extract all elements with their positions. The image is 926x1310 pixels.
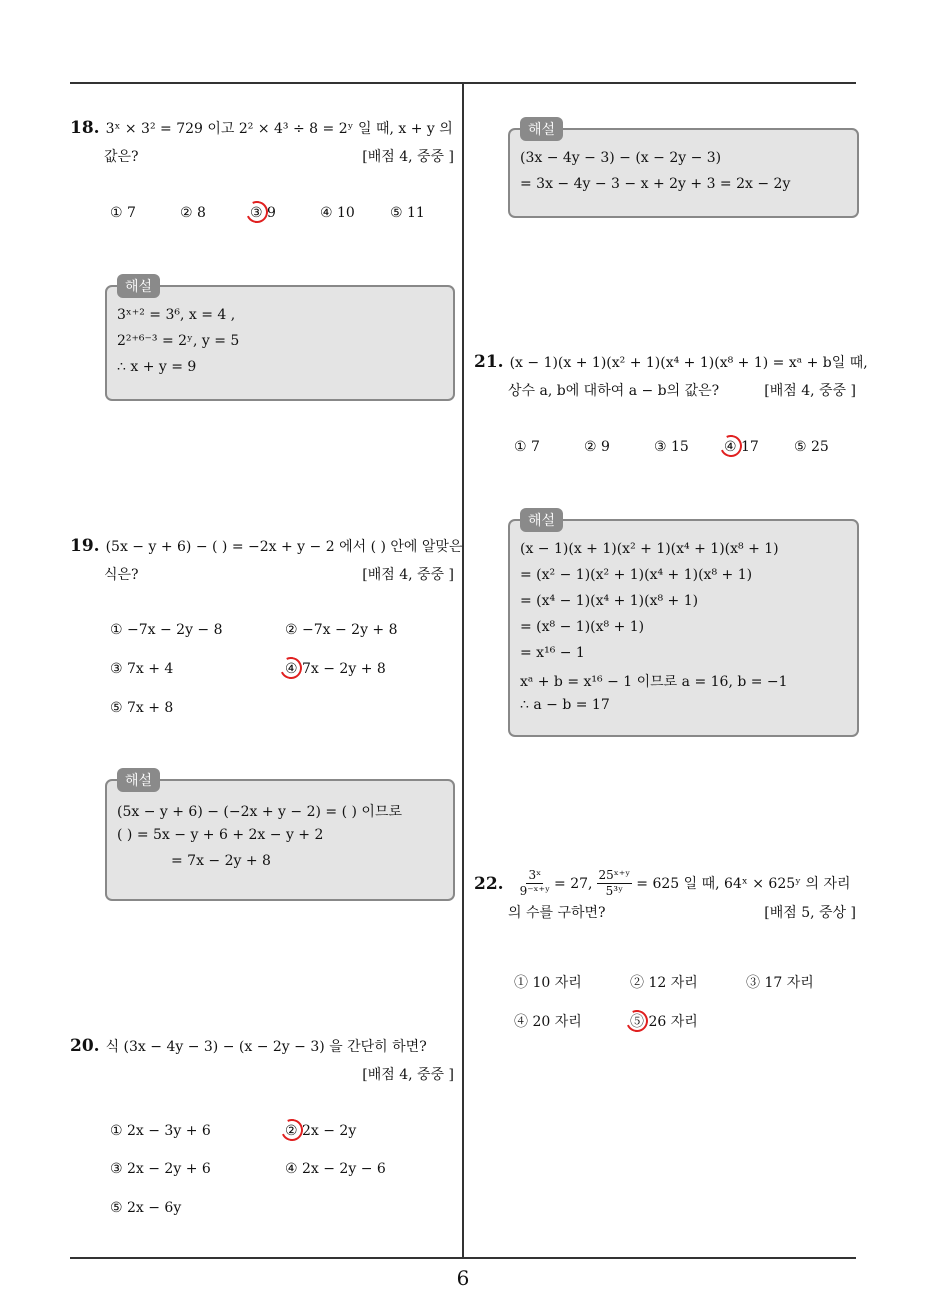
solution-line: = (x⁴ − 1)(x⁴ + 1)(x⁸ + 1) xyxy=(520,593,699,609)
fraction-denominator: 5³ʸ xyxy=(605,884,624,898)
question-number: 20. xyxy=(70,1036,100,1056)
question-20 xyxy=(70,1032,454,1089)
solution-line: ∴ a − b = 17 xyxy=(520,697,610,713)
fraction-denominator: 9⁻ˣ⁺ʸ xyxy=(519,884,551,898)
score-label: [배점 4, 중중 ] xyxy=(362,567,454,583)
question-text: (x − 1)(x + 1)(x² + 1)(x⁴ + 1)(x⁸ + 1) = xᵃ + b일 때, xyxy=(509,355,868,371)
score-label: [배점 4, 중중 ] xyxy=(362,149,454,165)
question-text-cont: 값은? xyxy=(104,149,139,165)
option-1[interactable]: ① −7x − 2y − 8 xyxy=(110,622,223,638)
question-text: = 625 일 때, 64ˣ × 625ʸ 의 자리 xyxy=(636,875,851,892)
solution-line: (5x − y + 6) − (−2x + y − 2) = ( ) 이므로 xyxy=(117,804,402,820)
option-1[interactable]: ① 2x − 3y + 6 xyxy=(110,1123,211,1139)
option-3[interactable]: ③ 7x + 4 xyxy=(110,661,174,677)
question-19 xyxy=(70,532,463,589)
fraction-numerator: 25ˣ⁺ʸ xyxy=(598,868,631,882)
question-text: 3ˣ × 3² = 729 이고 2² × 4³ ÷ 8 = 2ʸ 일 때, x + y 의 xyxy=(105,121,453,137)
option-1[interactable]: ① 7 xyxy=(514,439,540,455)
question-number: 19. xyxy=(70,536,100,556)
solution-line: = x¹⁶ − 1 xyxy=(520,645,585,661)
solution-line: 2²⁺⁶⁻³ = 2ʸ, y = 5 xyxy=(117,333,240,349)
question-text-cont: 상수 a, b에 대하여 a − b의 값은? xyxy=(508,383,720,399)
option-2[interactable]: ② 8 xyxy=(180,205,206,221)
solution-line: = (x² − 1)(x² + 1)(x⁴ + 1)(x⁸ + 1) xyxy=(520,567,753,583)
solution-box-18 xyxy=(105,279,455,401)
solution-line: = 3x − 4y − 3 − x + 2y + 3 = 2x − 2y xyxy=(520,176,791,192)
option-3[interactable]: ③ 15 xyxy=(654,439,689,455)
question-text: = 27, xyxy=(554,875,593,892)
question-number: 21. xyxy=(474,352,504,372)
option-5[interactable]: ⑤ 26 자리 xyxy=(630,1014,698,1030)
option-5[interactable]: ⑤ 7x + 8 xyxy=(110,700,174,716)
page-number: 6 xyxy=(456,1266,470,1290)
bottom-rule xyxy=(70,1257,856,1259)
option-1[interactable]: ① 10 자리 xyxy=(514,975,582,991)
option-4[interactable]: ④ 20 자리 xyxy=(514,1014,582,1030)
solution-box-19 xyxy=(105,773,455,901)
option-2[interactable]: ② 9 xyxy=(584,439,610,455)
option-1[interactable]: ① 7 xyxy=(110,205,136,221)
solution-line: 3ˣ⁺² = 3⁶, x = 4 , xyxy=(117,307,236,323)
solution-box-21 xyxy=(508,513,859,737)
option-5[interactable]: ⑤ 2x − 6y xyxy=(110,1200,182,1216)
option-5[interactable]: ⑤ 25 xyxy=(794,439,829,455)
option-4[interactable]: ④ 10 xyxy=(320,205,355,221)
solution-line: (3x − 4y − 3) − (x − 2y − 3) xyxy=(520,150,722,166)
question-number: 22. xyxy=(474,873,504,894)
solution-tab: 해설 xyxy=(520,508,563,532)
fraction xyxy=(520,868,550,899)
option-4[interactable]: ④ 7x − 2y + 8 xyxy=(285,661,386,677)
option-3[interactable]: ③ 2x − 2y + 6 xyxy=(110,1161,211,1177)
question-number: 18. xyxy=(70,118,100,138)
solution-line: ∴ x + y = 9 xyxy=(117,359,197,375)
score-label: [배점 4, 중중 ] xyxy=(764,383,856,399)
solution-line: (x − 1)(x + 1)(x² + 1)(x⁴ + 1)(x⁸ + 1) xyxy=(520,541,779,557)
column-divider xyxy=(462,84,464,1258)
fraction-numerator: 3ˣ xyxy=(528,868,542,882)
option-4[interactable]: ④ 2x − 2y − 6 xyxy=(285,1161,386,1177)
option-2[interactable]: ② −7x − 2y + 8 xyxy=(285,622,398,638)
question-text: 식 (3x − 4y − 3) − (x − 2y − 3) 을 간단히 하면? xyxy=(105,1039,427,1055)
option-3[interactable]: ③ 9 xyxy=(250,205,276,221)
solution-box-20 xyxy=(508,122,859,218)
solution-tab: 해설 xyxy=(117,768,160,792)
solution-tab: 해설 xyxy=(117,274,160,298)
question-text: (5x − y + 6) − ( ) = −2x + y − 2 에서 ( ) 안에 알맞은 xyxy=(105,539,463,555)
option-2[interactable]: ② 12 자리 xyxy=(630,975,698,991)
question-text-cont: 의 수를 구하면? xyxy=(508,905,606,921)
option-4[interactable]: ④ 17 xyxy=(724,439,759,455)
solution-line: ( ) = 5x − y + 6 + 2x − y + 2 xyxy=(117,827,324,843)
question-21 xyxy=(474,348,868,405)
fraction xyxy=(597,868,633,899)
option-2[interactable]: ② 2x − 2y xyxy=(285,1123,357,1139)
solution-line: = (x⁸ − 1)(x⁸ + 1) xyxy=(520,619,645,635)
solution-line: xᵃ + b = x¹⁶ − 1 이므로 a = 16, b = −1 xyxy=(520,674,788,690)
question-18 xyxy=(70,114,454,171)
solution-tab: 해설 xyxy=(520,117,563,141)
question-22 xyxy=(474,868,856,927)
score-label: [배점 5, 중상 ] xyxy=(764,905,856,921)
option-5[interactable]: ⑤ 11 xyxy=(390,205,425,221)
option-3[interactable]: ③ 17 자리 xyxy=(746,975,814,991)
score-label: [배점 4, 중중 ] xyxy=(362,1067,454,1083)
solution-line: = 7x − 2y + 8 xyxy=(171,853,271,869)
question-text-cont: 식은? xyxy=(104,567,139,583)
